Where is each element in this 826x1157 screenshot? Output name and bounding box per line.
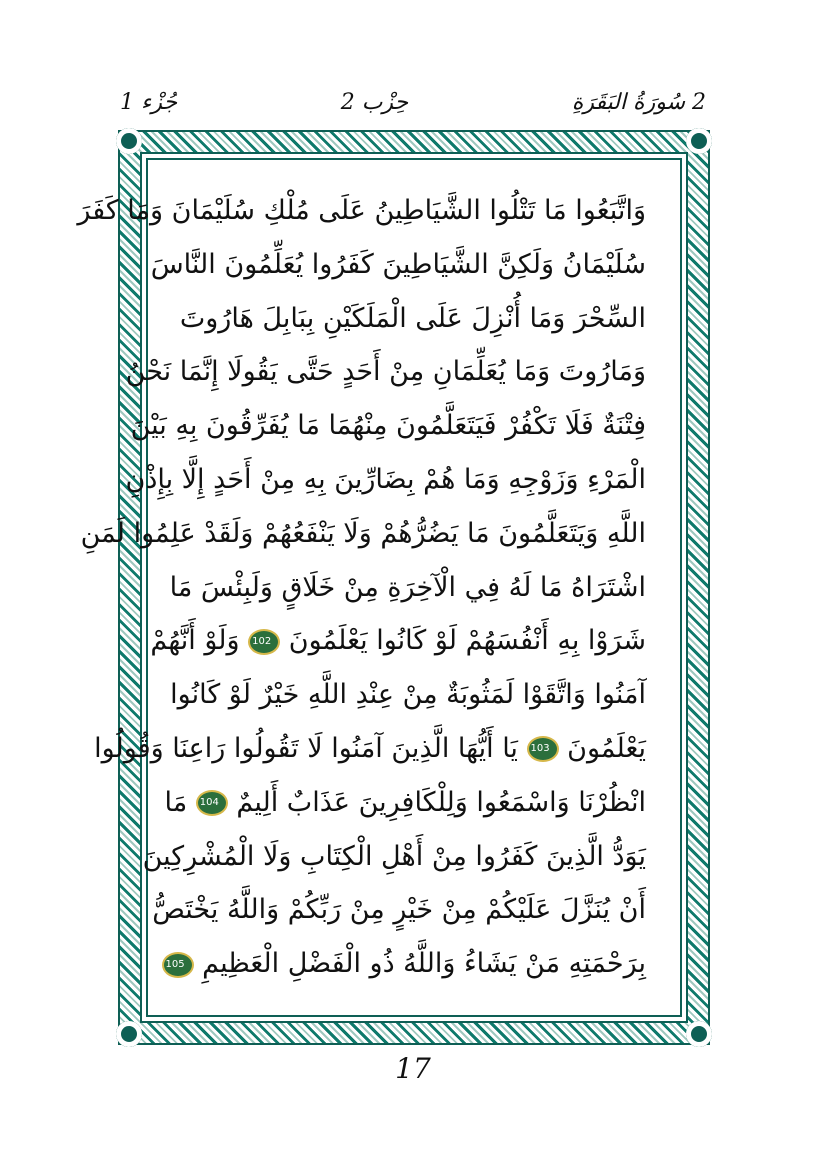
line-text: وَلَوْ أَنَّهُمْ bbox=[150, 625, 240, 657]
text-line bbox=[142, 830, 646, 884]
verse-marker-103: 103 bbox=[527, 736, 559, 762]
verse-marker-102: 102 bbox=[248, 629, 280, 655]
hizb-label: حِزْب 2 bbox=[340, 89, 409, 115]
line-text: وَاتَّبَعُوا مَا تَتْلُوا الشَّيَاطِينُ عَلَى مُلْكِ سُلَيْمَانَ وَمَا كَفَرَ bbox=[77, 195, 646, 226]
text-line bbox=[77, 184, 646, 238]
surah-title: 2 سُورَةُ البَقَرَةِ bbox=[571, 89, 706, 115]
text-line bbox=[125, 453, 646, 507]
line-text: شَرَوْا بِهِ أَنْفُسَهُمْ لَوْ كَانُوا يَعْلَمُونَ bbox=[288, 625, 646, 657]
corner-ornament-icon bbox=[116, 1021, 142, 1047]
corner-ornament-icon bbox=[686, 128, 712, 154]
text-line bbox=[179, 292, 646, 346]
corner-ornament-icon bbox=[116, 128, 142, 154]
line-text: سُلَيْمَانُ وَلَكِنَّ الشَّيَاطِينَ كَفَرُوا يُعَلِّمُونَ النَّاسَ bbox=[150, 248, 646, 280]
verse-marker-105: 105 bbox=[162, 952, 194, 978]
text-line bbox=[170, 668, 646, 722]
text-line bbox=[169, 561, 646, 615]
line-text: أَنْ يُنَزَّلَ عَلَيْكُمْ مِنْ خَيْرٍ مِنْ رَبِّكُمْ وَاللَّهُ يَخْتَصُّ bbox=[152, 894, 646, 926]
text-line bbox=[164, 776, 646, 830]
line-text: اشْتَرَاهُ مَا لَهُ فِي الْآخِرَةِ مِنْ خَلَاقٍ وَلَبِئْسَ مَا bbox=[169, 571, 646, 603]
page-number: 17 bbox=[395, 1052, 431, 1085]
text-line bbox=[150, 238, 646, 292]
text-line bbox=[152, 883, 646, 937]
page-header bbox=[120, 82, 706, 122]
text-line bbox=[125, 345, 646, 399]
corner-ornament-icon bbox=[686, 1021, 712, 1047]
verse-text bbox=[77, 184, 646, 991]
text-line bbox=[165, 937, 646, 991]
text-line bbox=[150, 614, 646, 668]
text-line bbox=[94, 722, 646, 776]
text-panel bbox=[77, 152, 688, 1023]
text-line bbox=[130, 399, 646, 453]
line-text: يَوَدُّ الَّذِينَ كَفَرُوا مِنْ أَهْلِ الْكِتَابِ وَلَا الْمُشْرِكِينَ bbox=[142, 840, 646, 872]
line-text: السِّحْرَ وَمَا أُنْزِلَ عَلَى الْمَلَكَيْنِ بِبَابِلَ هَارُوتَ bbox=[179, 302, 646, 334]
line-text: بِرَحْمَتِهِ مَنْ يَشَاءُ وَاللَّهُ ذُو الْفَضْلِ الْعَظِيمِ bbox=[202, 948, 646, 980]
line-text: اللَّهِ وَيَتَعَلَّمُونَ مَا يَضُرُّهُمْ وَلَا يَنْفَعُهُمْ وَلَقَدْ عَلِمُوا لَمَنِ bbox=[80, 517, 646, 549]
line-text: مَا bbox=[164, 786, 188, 818]
juz-label: جُزْء 1 bbox=[120, 89, 178, 115]
text-line bbox=[80, 507, 646, 561]
line-text: وَمَارُوتَ وَمَا يُعَلِّمَانِ مِنْ أَحَدٍ حَتَّى يَقُولَا إِنَّمَا نَحْنُ bbox=[125, 356, 646, 388]
line-text: الْمَرْءِ وَزَوْجِهِ وَمَا هُمْ بِضَارِّينَ بِهِ مِنْ أَحَدٍ إِلَّا بِإِذْنِ bbox=[125, 463, 646, 495]
ornamental-border bbox=[77, 130, 710, 1045]
verse-marker-104: 104 bbox=[196, 790, 228, 816]
line-text: يَعْلَمُونَ bbox=[567, 732, 646, 764]
line-text: فِتْنَةٌ فَلَا تَكْفُرْ فَيَتَعَلَّمُونَ مِنْهُمَا مَا يُفَرِّقُونَ بِهِ بَيْنَ bbox=[130, 410, 646, 442]
line-text: آمَنُوا وَاتَّقَوْا لَمَثُوبَةٌ مِنْ عِنْدِ اللَّهِ خَيْرٌ لَوْ كَانُوا bbox=[170, 679, 646, 711]
line-text: انْظُرْنَا وَاسْمَعُوا وَلِلْكَافِرِينَ عَذَابٌ أَلِيمٌ bbox=[236, 786, 646, 818]
line-text: يَا أَيُّهَا الَّذِينَ آمَنُوا لَا تَقُولُوا رَاعِنَا وَقُولُوا bbox=[94, 732, 518, 764]
